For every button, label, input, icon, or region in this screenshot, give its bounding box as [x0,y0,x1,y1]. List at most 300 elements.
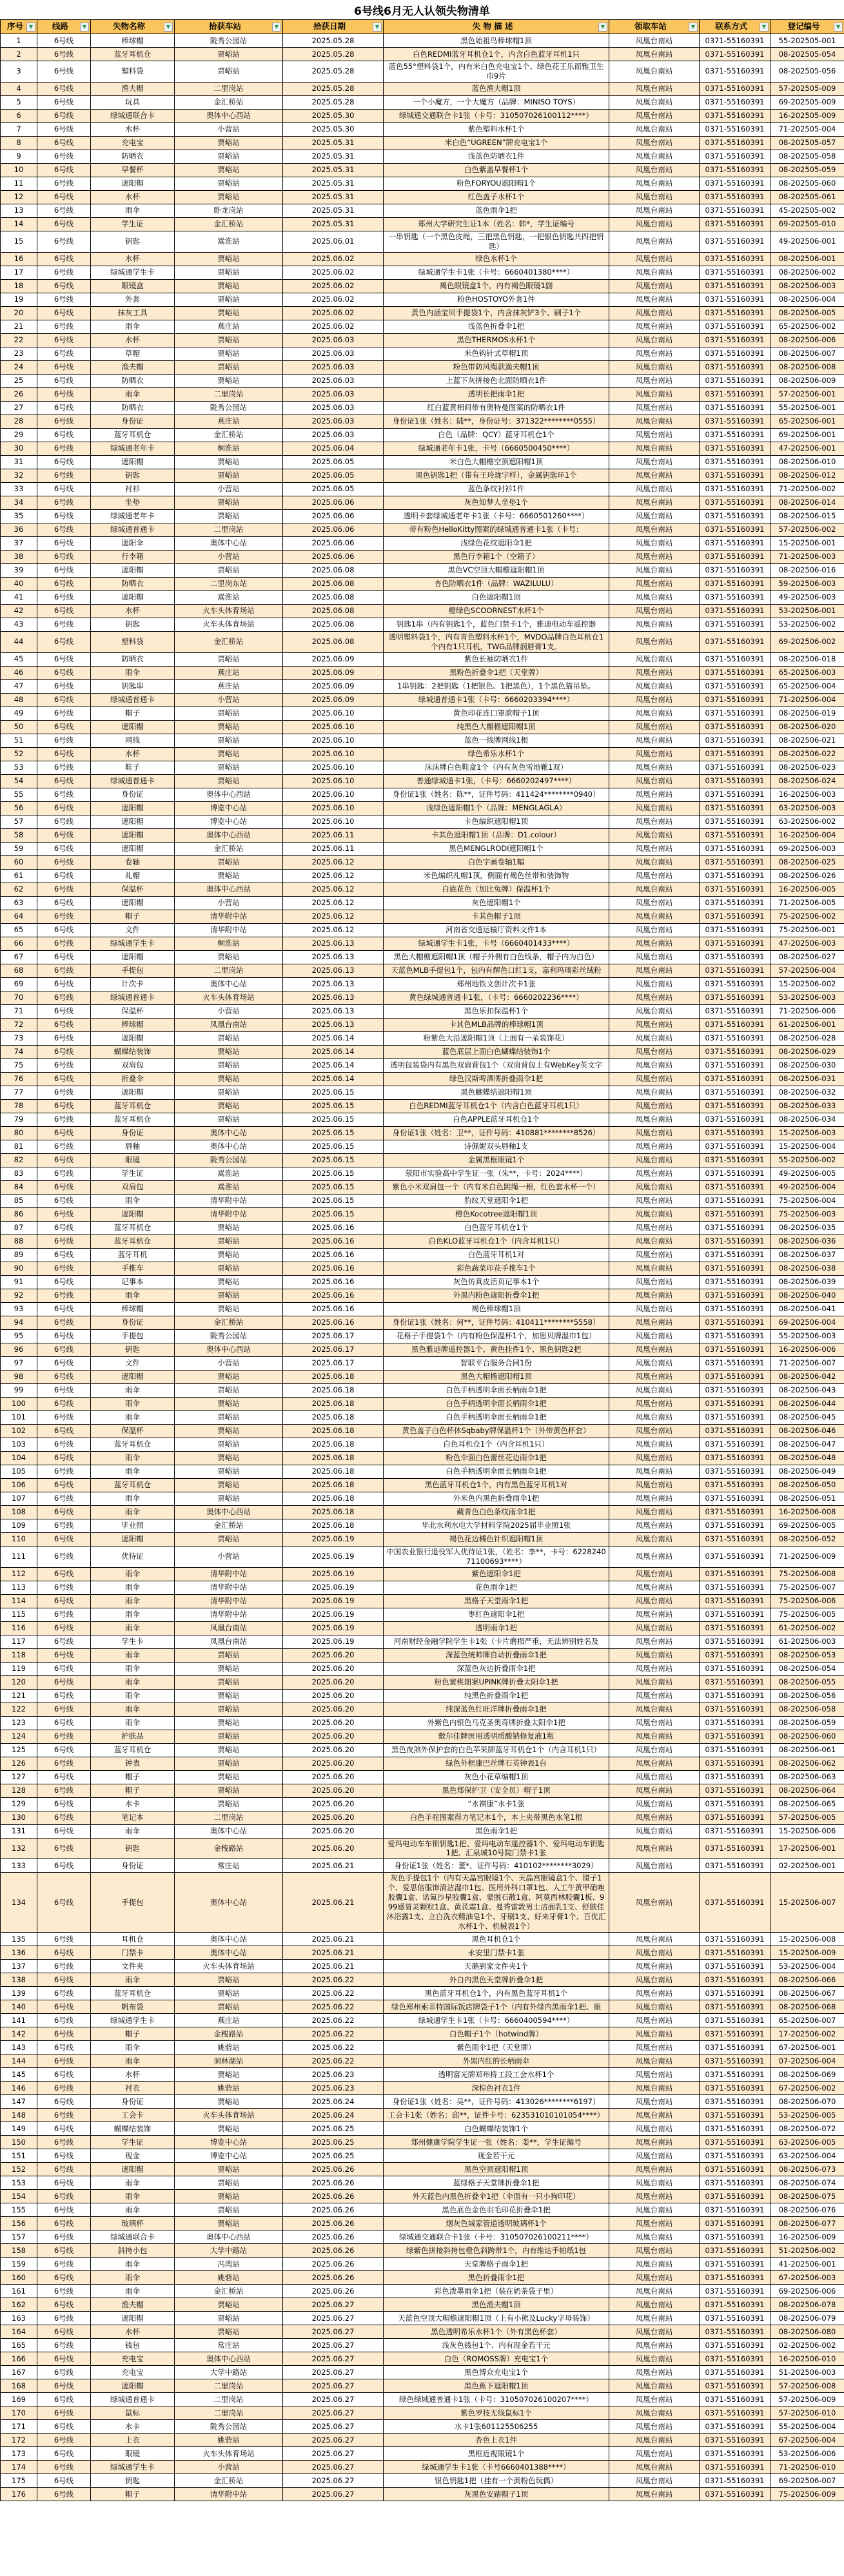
cell-claim-station: 凤凰台南站 [609,1675,700,1689]
cell-claim-station: 凤凰台南站 [609,2122,700,2136]
cell-description: 天堂牌格子雨伞1把 [384,2258,609,2271]
cell-claim-station: 凤凰台南站 [609,2095,700,2109]
cell-found-station: 贾峪站 [175,1262,283,1275]
cell-description: 蓝色雨伞1把 [384,204,609,217]
cell-claim-station: 凤凰台南站 [609,1811,700,1824]
cell-reg-no: 08-202506-061 [770,1743,844,1757]
cell-contact: 0371-55160391 [700,1194,770,1207]
cell-item-name: 雨伞 [91,1662,175,1675]
filter-dropdown-icon[interactable]: ▼ [689,23,698,32]
cell-reg-no: 08-202506-006 [770,333,844,347]
cell-item-name: 遮阳帽 [91,1086,175,1099]
cell-item-name: 蓝牙耳机仓 [91,1221,175,1234]
cell-contact: 0371-55160391 [700,1730,770,1743]
table-row [1,707,844,720]
cell-item-name: 蓝牙耳机仓 [91,1099,175,1113]
cell-contact: 0371-55160391 [700,1519,770,1532]
cell-item-name: 网线 [91,734,175,747]
cell-contact: 0371-55160391 [700,1703,770,1716]
cell-item-name: 帽子 [91,1770,175,1784]
cell-reg-no: 08-202506-039 [770,1275,844,1289]
cell-claim-station: 凤凰台南站 [609,1973,700,1987]
cell-found-date: 2025.06.18 [283,1438,384,1451]
cell-claim-station: 凤凰台南站 [609,2488,700,2501]
cell-reg-no: 69-202506-006 [770,2285,844,2298]
cell-line: 6号线 [37,136,91,150]
cell-contact: 0371-55160391 [700,2014,770,2027]
cell-contact: 0371-55160391 [700,1072,770,1086]
table-row [1,1167,844,1180]
cell-line: 6号线 [37,1370,91,1383]
cell-index: 61 [1,869,37,883]
cell-description: 白色（ROMOSS牌）充电宝1个 [384,2352,609,2366]
cell-contact: 0371-55160391 [700,1973,770,1987]
cell-line: 6号线 [37,1126,91,1140]
cell-item-name: 绿城通学生卡 [91,2014,175,2027]
cell-line: 6号线 [37,1811,91,1824]
cell-item-name: 鼠标 [91,2406,175,2420]
cell-index: 100 [1,1397,37,1410]
cell-item-name: 唇釉 [91,1140,175,1153]
cell-reg-no: 08-202506-047 [770,1438,844,1451]
cell-reg-no: 02-202506-002 [770,2339,844,2352]
cell-contact: 0371-55160391 [700,279,770,293]
cell-found-date: 2025.06.03 [283,333,384,347]
cell-item-name: 雨伞 [91,1703,175,1716]
table-row [1,1873,844,1933]
cell-line: 6号线 [37,204,91,217]
cell-line: 6号线 [37,2000,91,2014]
cell-claim-station: 凤凰台南站 [609,231,700,252]
cell-description: 智联平台服务合同1份 [384,1356,609,1370]
cell-found-station: 贾峪站 [175,1689,283,1703]
cell-contact: 0371-55160391 [700,2082,770,2095]
cell-description: 绿城通普通卡1张（卡号：6660203394****） [384,693,609,707]
cell-line: 6号线 [37,815,91,828]
cell-contact: 0371-55160391 [700,1811,770,1824]
cell-description: 绿色外框康巴丝牌石英钟表1台 [384,1757,609,1770]
cell-item-name: 雨伞 [91,2285,175,2298]
cell-index: 28 [1,415,37,428]
cell-claim-station: 凤凰台南站 [609,1532,700,1546]
cell-line: 6号线 [37,563,91,577]
cell-reg-no: 08-202506-048 [770,1451,844,1465]
cell-contact: 0371-55160391 [700,2027,770,2041]
cell-claim-station: 凤凰台南站 [609,2447,700,2461]
cell-contact: 0371-55160391 [700,1797,770,1811]
cell-found-station: 小营站 [175,896,283,910]
cell-found-station: 奥体中心西站 [175,828,283,842]
table-row [1,923,844,937]
cell-reg-no: 08-202506-030 [770,1059,844,1072]
cell-contact: 0371-55160391 [700,604,770,618]
cell-found-date: 2025.06.27 [283,2447,384,2461]
cell-claim-station: 凤凰台南站 [609,1194,700,1207]
filter-dropdown-icon[interactable]: ▼ [80,23,89,32]
cell-claim-station: 凤凰台南站 [609,1018,700,1031]
cell-description: 白色APPLE蓝牙耳机仓1个 [384,1113,609,1126]
table-row [1,2461,844,2474]
cell-description: 浅蓝色防晒衣1件 [384,150,609,163]
cell-line: 6号线 [37,896,91,910]
cell-index: 49 [1,707,37,720]
cell-index: 83 [1,1167,37,1180]
cell-found-date: 2025.06.10 [283,707,384,720]
cell-claim-station: 凤凰台南站 [609,1438,700,1451]
cell-claim-station: 凤凰台南站 [609,1594,700,1608]
table-row [1,950,844,964]
cell-reg-no: 16-202506-010 [770,2352,844,2366]
cell-claim-station: 凤凰台南站 [609,1838,700,1859]
cell-description: 身份证1张（姓名：董*，证件号码：410102********3029） [384,1859,609,1873]
cell-found-station: 冯湾站 [175,2258,283,2271]
cell-found-station: 贾峪站 [175,1532,283,1546]
cell-contact: 0371-55160391 [700,2190,770,2203]
cell-reg-no: 08-202506-018 [770,652,844,666]
cell-description: 黑色雨伞1把 [384,1824,609,1838]
cell-claim-station: 凤凰台南站 [609,652,700,666]
cell-found-station: 奥体中心站 [175,1933,283,1946]
cell-description: 浅绿色花纹遮阳伞1把 [384,536,609,550]
cell-index: 142 [1,2027,37,2041]
cell-reg-no: 53-202506-003 [770,991,844,1004]
table-row [1,693,844,707]
cell-found-station: 奥体中心站 [175,1824,283,1838]
cell-found-station: 陇秀公园站 [175,34,283,48]
cell-reg-no: 67-202506-003 [770,2271,844,2285]
cell-index: 138 [1,1973,37,1987]
cell-index: 26 [1,387,37,401]
table-row [1,2217,844,2230]
cell-description: 米色钩针式草帽1顶 [384,347,609,360]
cell-found-date: 2025.06.16 [283,1248,384,1262]
cell-contact: 0371-55160391 [700,2379,770,2393]
filter-dropdown-icon[interactable]: ▼ [164,23,173,32]
filter-dropdown-icon[interactable]: ▼ [373,23,382,32]
cell-reg-no: 17-202506-002 [770,2027,844,2041]
cell-found-station: 贾峪站 [175,2122,283,2136]
cell-description: 透明卡套绿城通老年卡1张（卡号：6660501260****） [384,509,609,523]
cell-found-date: 2025.06.18 [283,1370,384,1383]
header-label-line: 线路 [52,21,68,32]
cell-description: 绿城通交通联合卡1张（卡号：310507026100112****） [384,109,609,122]
cell-line: 6号线 [37,122,91,136]
cell-description: 黑色蝴蝶结遮阳帽1顶 [384,1086,609,1099]
cell-index: 101 [1,1410,37,1424]
cell-found-station: 姚砦站 [175,2271,283,2285]
cell-index: 152 [1,2163,37,2176]
cell-found-date: 2025.06.26 [283,2190,384,2203]
cell-found-date: 2025.06.26 [283,2217,384,2230]
cell-description: 深蓝色统帅牌自动折叠雨伞1把 [384,1648,609,1662]
cell-contact: 0371-55160391 [700,1316,770,1329]
cell-contact: 0371-55160391 [700,1113,770,1126]
cell-found-station: 小营站 [175,2461,283,2474]
cell-reg-no: 71-202506-005 [770,896,844,910]
cell-reg-no: 67-202506-004 [770,2434,844,2447]
cell-index: 76 [1,1072,37,1086]
cell-contact: 0371-55160391 [700,937,770,950]
cell-contact: 0371-55160391 [700,1356,770,1370]
cell-line: 6号线 [37,2014,91,2027]
cell-reg-no: 69-202506-005 [770,1519,844,1532]
cell-found-station: 贾峪站 [175,774,283,788]
cell-found-station: 贾峪站 [175,61,283,83]
cell-claim-station: 凤凰台南站 [609,1567,700,1581]
cell-item-name: 毕业照 [91,1519,175,1532]
table-row [1,652,844,666]
filter-dropdown-icon[interactable]: ▼ [834,23,843,32]
cell-contact: 0371-55160391 [700,2054,770,2068]
cell-description: 黑色始祖鸟棒球帽1顶 [384,34,609,48]
cell-contact: 0371-55160391 [700,34,770,48]
table-row [1,1438,844,1451]
cell-found-station: 金汇桥站 [175,1519,283,1532]
cell-claim-station: 凤凰台南站 [609,1126,700,1140]
cell-index: 69 [1,977,37,991]
cell-index: 160 [1,2271,37,2285]
table-row [1,964,844,977]
cell-contact: 0371-55160391 [700,1275,770,1289]
cell-found-date: 2025.06.19 [283,1608,384,1621]
cell-claim-station: 凤凰台南站 [609,842,700,855]
cell-claim-station: 凤凰台南站 [609,1397,700,1410]
table-row [1,2136,844,2149]
cell-item-name: 早餐杯 [91,163,175,177]
cell-item-name: 雨伞 [91,1567,175,1581]
cell-contact: 0371-55160391 [700,991,770,1004]
filter-dropdown-icon[interactable]: ▼ [272,23,281,32]
cell-claim-station: 凤凰台南站 [609,523,700,536]
table-row [1,828,844,842]
cell-found-station: 贾峪站 [175,177,283,190]
cell-found-date: 2025.06.19 [283,1594,384,1608]
cell-claim-station: 凤凰台南站 [609,734,700,747]
cell-item-name: 蓝牙耳机仓 [91,1113,175,1126]
cell-claim-station: 凤凰台南站 [609,2054,700,2068]
table-row [1,333,844,347]
cell-found-date: 2025.06.20 [283,1703,384,1716]
cell-found-station: 贾峪站 [175,1248,283,1262]
cell-found-station: 金汇桥站 [175,2474,283,2488]
cell-line: 6号线 [37,415,91,428]
cell-claim-station: 凤凰台南站 [609,964,700,977]
cell-item-name: 渔夫帽 [91,2298,175,2312]
table-row [1,1532,844,1546]
cell-contact: 0371-55160391 [700,217,770,231]
cell-index: 17 [1,266,37,279]
cell-reg-no: 08-202506-028 [770,1031,844,1045]
cell-item-name: 雨伞 [91,1594,175,1608]
cell-found-station: 贾峪站 [175,306,283,320]
cell-item-name: 蝴蝶结装饰 [91,2122,175,2136]
cell-found-date: 2025.06.09 [283,679,384,693]
cell-item-name: 雨伞 [91,320,175,333]
cell-found-date: 2025.05.31 [283,163,384,177]
table-row [1,2163,844,2176]
cell-description: 红色盖子水杯1个 [384,190,609,204]
cell-found-station: 清华附中站 [175,1608,283,1621]
cell-found-station: 贾峪站 [175,1275,283,1289]
cell-index: 70 [1,991,37,1004]
cell-reg-no: 08-202506-020 [770,720,844,734]
cell-found-station: 贾峪站 [175,855,283,869]
cell-index: 135 [1,1933,37,1946]
cell-claim-station: 凤凰台南站 [609,747,700,761]
cell-index: 64 [1,910,37,923]
table-row [1,550,844,563]
cell-reg-no: 75-202506-006 [770,1594,844,1608]
cell-contact: 0371-55160391 [700,590,770,604]
cell-line: 6号线 [37,1248,91,1262]
cell-found-station: 贾峪站 [175,1648,283,1662]
cell-reg-no: 08-202506-024 [770,774,844,788]
cell-claim-station: 凤凰台南站 [609,2203,700,2217]
cell-index: 30 [1,442,37,455]
cell-claim-station: 凤凰台南站 [609,2082,700,2095]
cell-reg-no: 08-202506-044 [770,1397,844,1410]
cell-claim-station: 凤凰台南站 [609,469,700,482]
cell-found-date: 2025.06.14 [283,1072,384,1086]
cell-found-date: 2025.05.28 [283,82,384,95]
header-cell-index [1,20,37,34]
cell-index: 89 [1,1248,37,1262]
cell-reg-no: 65-202506-001 [770,415,844,428]
cell-contact: 0371-55160391 [700,442,770,455]
cell-item-name: 遮阳帽 [91,801,175,815]
cell-found-date: 2025.06.09 [283,693,384,707]
cell-contact: 0371-55160391 [700,1635,770,1648]
cell-item-name: 遮阳帽 [91,590,175,604]
cell-claim-station: 凤凰台南站 [609,1167,700,1180]
cell-item-name: 保温杯 [91,1424,175,1438]
cell-index: 133 [1,1859,37,1873]
cell-index: 10 [1,163,37,177]
cell-item-name: 塑料袋 [91,631,175,652]
cell-reg-no: 08-202506-059 [770,1716,844,1730]
table-row [1,2014,844,2027]
cell-line: 6号线 [37,1960,91,1973]
table-row [1,1248,844,1262]
cell-reg-no: 57-202506-002 [770,523,844,536]
cell-line: 6号线 [37,1383,91,1397]
cell-index: 18 [1,279,37,293]
cell-index: 13 [1,204,37,217]
cell-line: 6号线 [37,482,91,496]
cell-claim-station: 凤凰台南站 [609,801,700,815]
cell-index: 113 [1,1581,37,1594]
cell-found-date: 2025.06.15 [283,1086,384,1099]
cell-index: 48 [1,693,37,707]
cell-description: 白色遮阳帽1顶 [384,590,609,604]
cell-claim-station: 凤凰台南站 [609,1207,700,1221]
filter-dropdown-icon[interactable]: ▼ [760,23,769,32]
cell-reg-no: 08-202506-004 [770,293,844,306]
filter-dropdown-icon[interactable]: ▼ [26,23,35,32]
cell-index: 148 [1,2109,37,2122]
cell-claim-station: 凤凰台南站 [609,536,700,550]
cell-found-date: 2025.06.15 [283,1140,384,1153]
cell-item-name: 遮阳帽 [91,1207,175,1221]
cell-line: 6号线 [37,1492,91,1505]
cell-description: 灰色手提包1个（内有天晶宫眼镜1个、天晶宫眼镜盒1个、镊子1个、爱思倍服饰清洁湿巾1包、医用外科口罩1包、人工牛黄甲硝唑胶囊1盒、诺氟沙星胶囊1盒、蒙脱石散1盒、阿莫西林胶囊1板、999感冒灵颗粒1盒、黄芪霜1盒、曼秀雷敦男士洁面乳1支、舒肤佳沐浴露1支、立白洗衣精油皂1个、牙刷1支、好来牙膏1个、百优汇水杯1个、机械表1个） [384,1873,609,1933]
cell-description: 灰色遮阳帽1个 [384,896,609,910]
cell-line: 6号线 [37,1675,91,1689]
table-row [1,1383,844,1397]
cell-description: 藏青色白色条纹雨伞1把 [384,1505,609,1519]
cell-item-name: 绿城通普通卡 [91,693,175,707]
cell-found-date: 2025.05.30 [283,109,384,122]
cell-line: 6号线 [37,883,91,896]
table-row [1,1140,844,1153]
cell-found-date: 2025.06.27 [283,2420,384,2434]
cell-item-name: 蓝牙耳机 [91,1248,175,1262]
cell-found-date: 2025.06.10 [283,720,384,734]
cell-claim-station: 凤凰台南站 [609,950,700,964]
cell-reg-no: 53-202506-004 [770,1960,844,1973]
cell-item-name: 手提包 [91,1329,175,1343]
filter-dropdown-icon[interactable]: ▼ [598,23,607,32]
cell-found-date: 2025.06.20 [283,1811,384,1824]
cell-index: 43 [1,618,37,631]
cell-item-name: 蓝牙耳机仓 [91,428,175,442]
cell-index: 47 [1,679,37,693]
cell-description: 白色紫盖早餐杯1个 [384,163,609,177]
cell-found-station: 常庄站 [175,2339,283,2352]
cell-item-name: 优待证 [91,1546,175,1567]
cell-item-name: 水杯 [91,190,175,204]
cell-line: 6号线 [37,1031,91,1045]
cell-found-date: 2025.06.21 [283,1859,384,1873]
cell-reg-no: 55-202506-001 [770,401,844,415]
cell-line: 6号线 [37,61,91,83]
cell-contact: 0371-55160391 [700,2406,770,2420]
cell-found-station: 小营站 [175,693,283,707]
cell-reg-no: 45-202505-002 [770,204,844,217]
cell-reg-no: 08-202506-026 [770,869,844,883]
cell-found-station: 贾峪站 [175,1383,283,1397]
cell-description: 白色字画卷轴1幅 [384,855,609,869]
table-row [1,1933,844,1946]
cell-claim-station: 凤凰台南站 [609,1581,700,1594]
cell-reg-no: 08-202506-025 [770,855,844,869]
table-row [1,631,844,652]
cell-line: 6号线 [37,2095,91,2109]
cell-reg-no: 08-202506-065 [770,1797,844,1811]
cell-item-name: 蝴蝶结装饰 [91,1045,175,1059]
table-row [1,1492,844,1505]
cell-found-date: 2025.06.26 [283,2285,384,2298]
cell-contact: 0371-55160391 [700,482,770,496]
table-row [1,618,844,631]
cell-description: 上蓝下灰拼接色北面防晒衣1件 [384,374,609,387]
cell-index: 140 [1,2000,37,2014]
table-row [1,231,844,252]
cell-reg-no: 08-202506-056 [770,1689,844,1703]
cell-item-name: 棒球帽 [91,1302,175,1316]
cell-contact: 0371-55160391 [700,2095,770,2109]
cell-line: 6号线 [37,2082,91,2095]
table-row [1,347,844,360]
cell-line: 6号线 [37,774,91,788]
cell-item-name: 双肩包 [91,1059,175,1072]
cell-line: 6号线 [37,1505,91,1519]
cell-reg-no: 65-202506-007 [770,2014,844,2027]
cell-item-name: 帽子 [91,707,175,720]
cell-reg-no: 08-202506-023 [770,761,844,774]
cell-claim-station: 凤凰台南站 [609,1072,700,1086]
cell-found-date: 2025.06.27 [283,2488,384,2501]
